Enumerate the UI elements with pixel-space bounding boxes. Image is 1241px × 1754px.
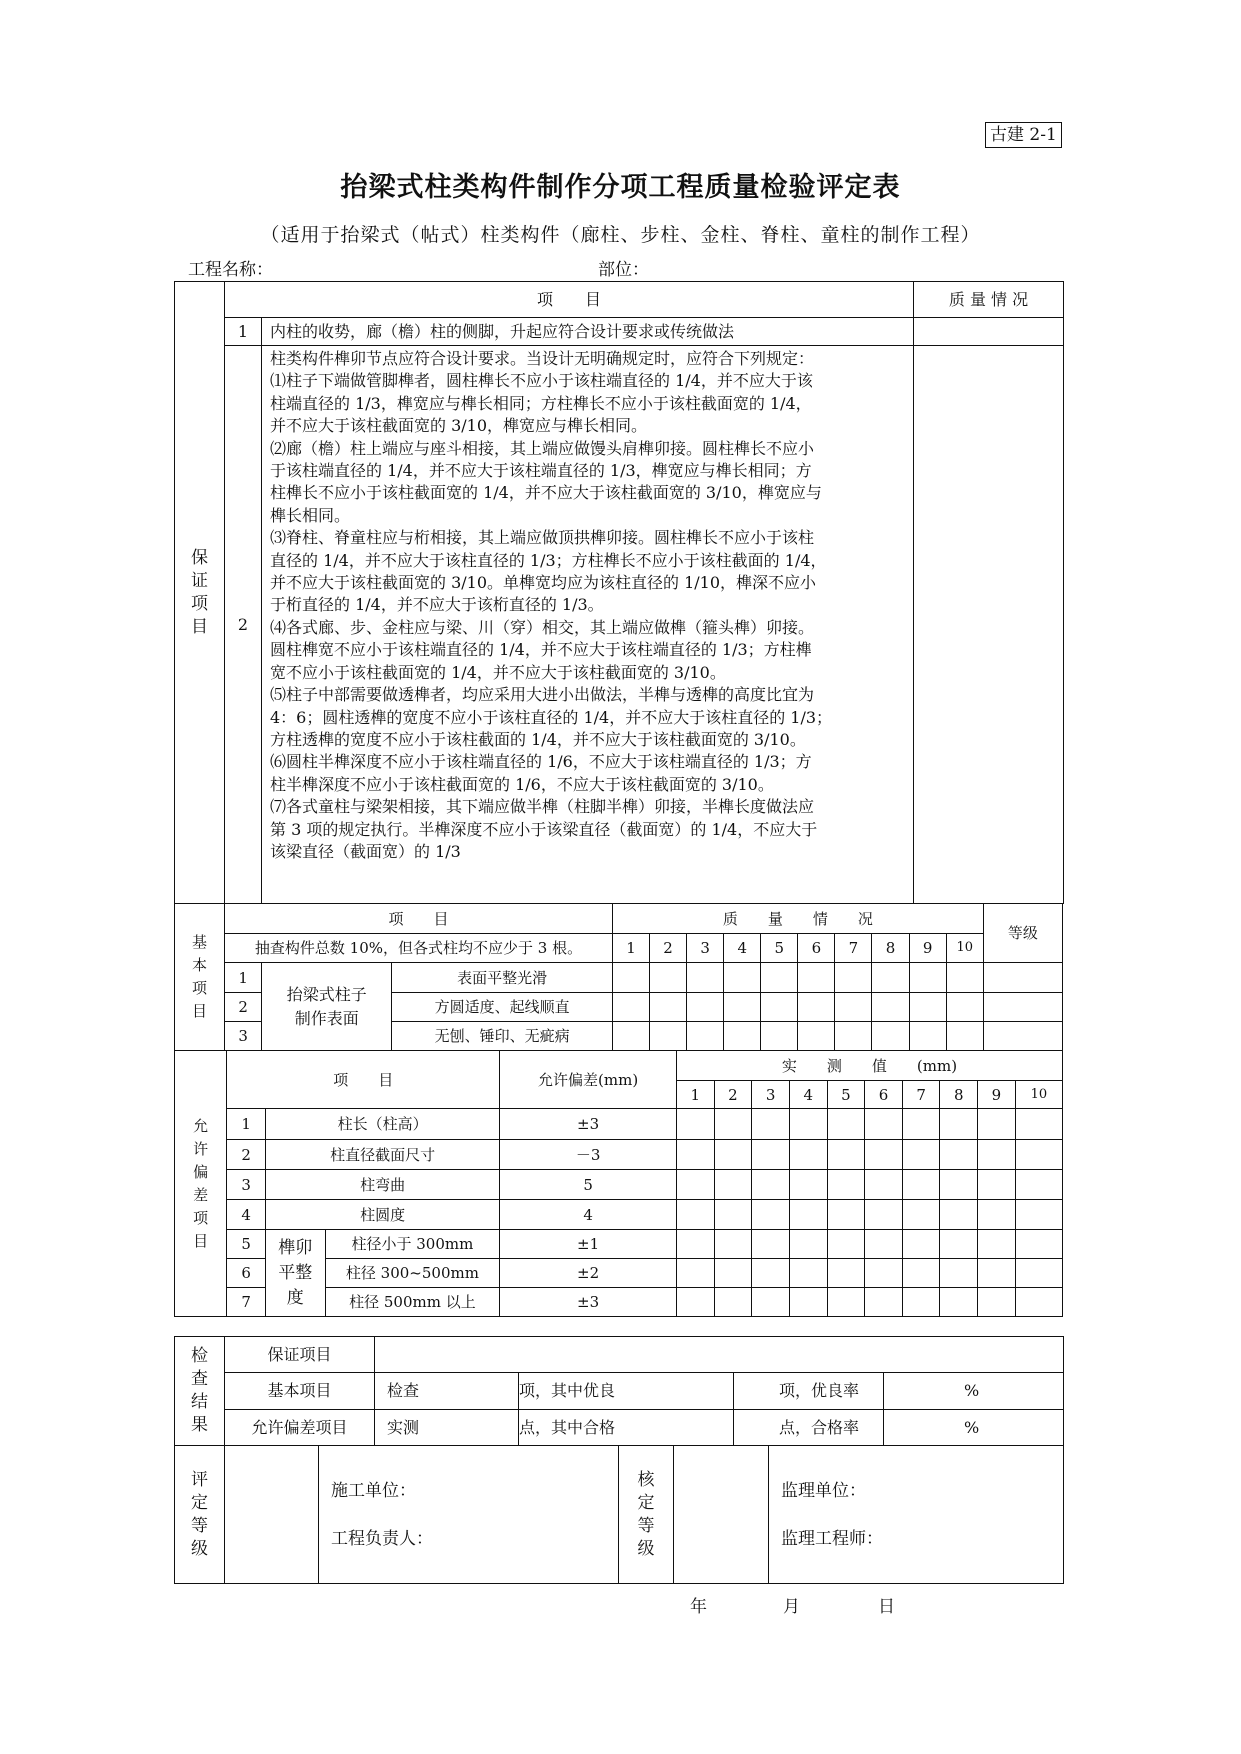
guarantee-quality-header: 质 量 情 况 <box>914 282 1064 318</box>
measured-cell[interactable] <box>827 1109 865 1140</box>
measured-cell[interactable] <box>676 1109 714 1140</box>
supervision-unit-label: 监理单位： <box>781 1480 866 1501</box>
date-month-label: 月 <box>783 1597 800 1617</box>
measured-cell[interactable] <box>1015 1200 1062 1230</box>
verify-grade-cell[interactable] <box>674 1446 769 1584</box>
results-guarantee-value[interactable] <box>375 1337 1064 1373</box>
measured-cell[interactable] <box>752 1259 790 1288</box>
basic-check-cell[interactable] <box>761 963 798 993</box>
guarantee-table <box>174 281 1064 904</box>
measured-cell[interactable] <box>714 1259 752 1288</box>
basic-check-cell[interactable] <box>612 993 649 1022</box>
measured-cell[interactable] <box>902 1170 940 1200</box>
measured-cell[interactable] <box>865 1288 903 1317</box>
basic-column-number: 1 <box>612 934 649 963</box>
results-deviation-percent: % <box>884 1410 1064 1446</box>
deviation-item-no: 4 <box>227 1200 266 1230</box>
basic-check-cell[interactable] <box>835 1022 872 1051</box>
basic-check-cell[interactable] <box>798 963 835 993</box>
measured-cell[interactable] <box>789 1230 827 1259</box>
deviation-tolerance: －3 <box>500 1140 677 1170</box>
basic-check-cell[interactable] <box>909 963 946 993</box>
deviation-section-label: 允 许 偏 差 项 目 <box>175 1051 227 1317</box>
deviation-column-number: 6 <box>865 1081 903 1109</box>
measured-cell[interactable] <box>865 1109 903 1140</box>
measured-cell[interactable] <box>865 1230 903 1259</box>
measured-cell[interactable] <box>714 1200 752 1230</box>
basic-check-cell[interactable] <box>724 1022 761 1051</box>
measured-cell[interactable] <box>676 1170 714 1200</box>
measured-cell[interactable] <box>940 1288 978 1317</box>
basic-item-no: 1 <box>225 963 262 993</box>
measured-cell[interactable] <box>752 1200 790 1230</box>
deviation-item-text: 柱径 500mm 以上 <box>325 1288 500 1317</box>
basic-check-cell[interactable] <box>650 963 687 993</box>
basic-check-cell[interactable] <box>687 963 724 993</box>
assessment-section-label: 评 定 等 级 <box>175 1446 225 1584</box>
basic-check-cell[interactable] <box>724 963 761 993</box>
deviation-item-no: 3 <box>227 1170 266 1200</box>
basic-check-cell[interactable] <box>798 1022 835 1051</box>
results-guarantee-label: 保证项目 <box>225 1337 375 1373</box>
results-deviation-rate: 点，合格率 <box>734 1410 884 1446</box>
construction-unit-label: 施工单位： <box>331 1480 416 1501</box>
basic-check-cell[interactable] <box>835 993 872 1022</box>
measured-cell[interactable] <box>978 1288 1016 1317</box>
deviation-item-header: 项 目 <box>227 1051 500 1109</box>
basic-item-text: 方圆适度、起线顺直 <box>392 993 613 1022</box>
basic-grade-cell[interactable] <box>983 1022 1062 1051</box>
basic-check-cell[interactable] <box>835 963 872 993</box>
basic-column-number: 10 <box>946 934 983 963</box>
results-deviation-measure: 实测 <box>375 1410 519 1446</box>
basic-column-number: 6 <box>798 934 835 963</box>
results-deviation-label: 允许偏差项目 <box>225 1410 375 1446</box>
deviation-item-no: 5 <box>227 1230 266 1259</box>
deviation-column-number: 3 <box>752 1081 790 1109</box>
measured-cell[interactable] <box>978 1109 1016 1140</box>
supervision-engineer-label: 监理工程师： <box>781 1528 883 1549</box>
deviation-measured-header: 实 测 值 (mm) <box>676 1051 1062 1081</box>
basic-quality-header: 质 量 情 况 <box>612 904 983 934</box>
measured-cell[interactable] <box>1015 1230 1062 1259</box>
guarantee-item-no: 1 <box>225 318 262 346</box>
basic-section-label: 基 本 项 目 <box>175 904 225 1051</box>
measured-cell[interactable] <box>676 1140 714 1170</box>
measured-cell[interactable] <box>752 1109 790 1140</box>
measured-cell[interactable] <box>714 1230 752 1259</box>
measured-cell[interactable] <box>1015 1170 1062 1200</box>
deviation-tolerance: 4 <box>500 1200 677 1230</box>
measured-cell[interactable] <box>978 1200 1016 1230</box>
measured-cell[interactable] <box>752 1288 790 1317</box>
measured-cell[interactable] <box>676 1230 714 1259</box>
measured-cell[interactable] <box>714 1140 752 1170</box>
deviation-item-no: 7 <box>227 1288 266 1317</box>
deviation-item-text: 柱径小于 300mm <box>325 1230 500 1259</box>
deviation-column-number: 8 <box>940 1081 978 1109</box>
basic-column-number: 5 <box>761 934 798 963</box>
basic-grade-cell[interactable] <box>983 963 1062 993</box>
results-deviation-points: 点，其中合格 <box>519 1410 734 1446</box>
measured-cell[interactable] <box>902 1259 940 1288</box>
measured-cell[interactable] <box>789 1288 827 1317</box>
deviation-column-number: 7 <box>902 1081 940 1109</box>
measured-cell[interactable] <box>1015 1288 1062 1317</box>
results-basic-percent: % <box>884 1373 1064 1410</box>
basic-column-number: 2 <box>650 934 687 963</box>
deviation-table <box>174 1050 1063 1317</box>
basic-check-cell[interactable] <box>612 1022 649 1051</box>
measured-cell[interactable] <box>978 1259 1016 1288</box>
results-basic-items: 项，其中优良 <box>519 1373 734 1410</box>
basic-column-number: 7 <box>835 934 872 963</box>
deviation-item-text: 柱直径截面尺寸 <box>265 1140 499 1170</box>
basic-column-number: 9 <box>909 934 946 963</box>
verify-grade-label: 核 定 等 级 <box>619 1446 674 1584</box>
page-title: 抬梁式柱类构件制作分项工程质量检验评定表 <box>340 172 901 203</box>
measured-cell[interactable] <box>865 1259 903 1288</box>
basic-check-cell[interactable] <box>650 993 687 1022</box>
measured-cell[interactable] <box>714 1170 752 1200</box>
assessment-construction-block <box>319 1446 619 1584</box>
basic-item-text: 无刨、锤印、无疵病 <box>392 1022 613 1051</box>
deviation-group-label: 榫卯 平整 度 <box>265 1230 325 1317</box>
measured-cell[interactable] <box>865 1200 903 1230</box>
deviation-item-text: 柱长（柱高） <box>265 1109 499 1140</box>
measured-cell[interactable] <box>902 1288 940 1317</box>
measured-cell[interactable] <box>827 1230 865 1259</box>
results-basic-label: 基本项目 <box>225 1373 375 1410</box>
deviation-item-no: 2 <box>227 1140 266 1170</box>
measured-cell[interactable] <box>827 1259 865 1288</box>
measured-cell[interactable] <box>940 1109 978 1140</box>
deviation-column-number: 5 <box>827 1081 865 1109</box>
measured-cell[interactable] <box>865 1170 903 1200</box>
deviation-tolerance: ±2 <box>500 1259 677 1288</box>
basic-group-label: 抬梁式柱子 制作表面 <box>262 963 392 1051</box>
date-day-label: 日 <box>878 1597 895 1617</box>
deviation-tolerance: ±3 <box>500 1288 677 1317</box>
measured-cell[interactable] <box>714 1109 752 1140</box>
deviation-item-text: 柱径 300~500mm <box>325 1259 500 1288</box>
basic-check-cell[interactable] <box>872 1022 909 1051</box>
basic-check-cell[interactable] <box>724 993 761 1022</box>
measured-cell[interactable] <box>827 1200 865 1230</box>
measured-cell[interactable] <box>940 1140 978 1170</box>
basic-check-cell[interactable] <box>761 993 798 1022</box>
deviation-item-no: 6 <box>227 1259 266 1288</box>
deviation-column-number: 9 <box>978 1081 1016 1109</box>
measured-cell[interactable] <box>1015 1259 1062 1288</box>
deviation-column-number: 4 <box>789 1081 827 1109</box>
measured-cell[interactable] <box>978 1230 1016 1259</box>
location-label: 部位： <box>598 260 649 280</box>
basic-item-no: 3 <box>225 1022 262 1051</box>
assessment-grade-cell[interactable] <box>225 1446 319 1584</box>
deviation-tolerance: 5 <box>500 1170 677 1200</box>
measured-cell[interactable] <box>827 1170 865 1200</box>
measured-cell[interactable] <box>1015 1109 1062 1140</box>
measured-cell[interactable] <box>752 1230 790 1259</box>
assessment-table <box>174 1445 1064 1584</box>
basic-column-number: 8 <box>872 934 909 963</box>
basic-item-header: 项 目 <box>225 904 613 934</box>
project-manager-label: 工程负责人： <box>331 1528 433 1549</box>
measured-cell[interactable] <box>865 1140 903 1170</box>
measured-cell[interactable] <box>789 1109 827 1140</box>
measured-cell[interactable] <box>827 1140 865 1170</box>
results-basic-rate: 项，优良率 <box>734 1373 884 1410</box>
basic-table <box>174 903 1063 1051</box>
basic-check-cell[interactable] <box>872 963 909 993</box>
deviation-item-no: 1 <box>227 1109 266 1140</box>
guarantee-requirements: 柱类构件榫卯节点应符合设计要求。当设计无明确规定时，应符合下列规定： ⑴柱子下端做管脚榫者，圆柱榫长不应小于该柱端直径的 1/4，并不应大于该 柱端直径的 1/3，榫宽应与榫长相同；方柱榫长不应小于该柱截面宽的 1/4， 并不应大于该柱截面宽的 3/10，榫宽应与榫长相同。 ⑵廊（檐）柱上端应与座斗相接，其上端应做馒头肩榫卯接。圆柱榫长不应小 于该柱端直径的 1/4，并不应大于该柱端直径的 1/3，榫宽应与榫长相同；方 柱榫长不应小于该柱截面宽的 1/4，并不应大于该柱截面宽的 3/10，榫宽应与 榫长相同。 ⑶脊柱、脊童柱应与桁相接，其上端应做顶拱榫卯接。圆柱榫长不应小于该柱 直径的 1/4，并不应大于该柱直径的 1/3；方柱榫长不应小于该柱截面的 1/4， 并不应大于该柱截面宽的 3/10。单榫宽均应为该柱直径的 1/10，榫深不应小 于桁直径的 1/4，并不应大于该桁直径的 1/3。 ⑷各式廊、步、金柱应与梁、川（穿）相交，其上端应做榫（箍头榫）卯接。 圆柱榫宽不应小于该柱端直径的 1/4，并不应大于该柱端直径的 1/3；方柱榫 宽不应小于该柱截面宽的 1/4，并不应大于该柱截面宽的 3/10。 ⑸柱子中部需要做透榫者，均应采用大进小出做法，半榫与透榫的高度比宜为 4：6；圆柱透榫的宽度不应小于该柱直径的 1/4，并不应大于该柱直径的 1/3； 方柱透榫的宽度不应小于该柱截面的 1/4，并不应大于该柱截面宽的 3/10。 ⑹圆柱半榫深度不应小于该柱端直径的 1/6，不应大于该柱端直径的 1/3；方 柱半榫深度不应小于该柱截面宽的 1/6，不应大于该柱截面宽的 3/10。 ⑺各式童柱与梁架相接，其下端应做半榫（柱脚半榫）卯接，半榫长度做法应 第 3 项的规定执行。半榫深度不应小于该梁直径（截面宽）的 1/4，不应大于 该梁直径（截面宽）的 1/3 <box>262 346 914 904</box>
measured-cell[interactable] <box>902 1200 940 1230</box>
basic-column-number: 4 <box>724 934 761 963</box>
deviation-item-text: 柱弯曲 <box>265 1170 499 1200</box>
basic-check-cell[interactable] <box>687 993 724 1022</box>
guarantee-item-header: 项 目 <box>225 282 914 318</box>
basic-grade-cell[interactable] <box>983 993 1062 1022</box>
measured-cell[interactable] <box>902 1109 940 1140</box>
deviation-item-text: 柱圆度 <box>265 1200 499 1230</box>
basic-check-cell[interactable] <box>761 1022 798 1051</box>
basic-check-cell[interactable] <box>687 1022 724 1051</box>
results-table <box>174 1336 1064 1446</box>
guarantee-quality-cell[interactable] <box>914 318 1064 346</box>
basic-check-cell[interactable] <box>909 1022 946 1051</box>
basic-check-cell[interactable] <box>612 963 649 993</box>
basic-check-cell[interactable] <box>650 1022 687 1051</box>
measured-cell[interactable] <box>676 1288 714 1317</box>
basic-check-cell[interactable] <box>946 993 983 1022</box>
measured-cell[interactable] <box>752 1140 790 1170</box>
measured-cell[interactable] <box>827 1288 865 1317</box>
guarantee-item-no: 2 <box>225 346 262 904</box>
basic-check-cell[interactable] <box>946 1022 983 1051</box>
measured-cell[interactable] <box>789 1170 827 1200</box>
measured-cell[interactable] <box>789 1259 827 1288</box>
deviation-tolerance: ±3 <box>500 1109 677 1140</box>
document-code: 古建 2-1 <box>985 122 1062 148</box>
guarantee-quality-cell[interactable] <box>914 346 1064 904</box>
basic-item-text: 表面平整光滑 <box>392 963 613 993</box>
date-year-label: 年 <box>690 1597 707 1617</box>
basic-check-cell[interactable] <box>872 993 909 1022</box>
deviation-column-number: 10 <box>1015 1081 1062 1109</box>
basic-check-cell[interactable] <box>909 993 946 1022</box>
measured-cell[interactable] <box>978 1140 1016 1170</box>
deviation-column-number: 2 <box>714 1081 752 1109</box>
basic-grade-header: 等级 <box>983 904 1062 963</box>
project-name-label: 工程名称： <box>188 260 273 280</box>
measured-cell[interactable] <box>676 1200 714 1230</box>
basic-column-number: 3 <box>687 934 724 963</box>
measured-cell[interactable] <box>714 1288 752 1317</box>
measured-cell[interactable] <box>789 1140 827 1170</box>
measured-cell[interactable] <box>676 1259 714 1288</box>
results-section-label: 检 查 结 果 <box>175 1337 225 1446</box>
measured-cell[interactable] <box>902 1230 940 1259</box>
results-basic-check: 检查 <box>375 1373 519 1410</box>
measured-cell[interactable] <box>940 1200 978 1230</box>
page-subtitle: （适用于抬梁式（帖式）柱类构件（廊柱、步柱、金柱、脊柱、童柱的制作工程） <box>260 224 981 246</box>
deviation-column-number: 1 <box>676 1081 714 1109</box>
basic-sampling-note: 抽查构件总数 10%，但各式柱均不应少于 3 根。 <box>225 934 613 963</box>
measured-cell[interactable] <box>902 1140 940 1170</box>
measured-cell[interactable] <box>940 1259 978 1288</box>
measured-cell[interactable] <box>978 1170 1016 1200</box>
deviation-tolerance: ±1 <box>500 1230 677 1259</box>
basic-check-cell[interactable] <box>946 963 983 993</box>
basic-check-cell[interactable] <box>798 993 835 1022</box>
measured-cell[interactable] <box>940 1170 978 1200</box>
assessment-supervision-block <box>769 1446 1064 1584</box>
measured-cell[interactable] <box>789 1200 827 1230</box>
measured-cell[interactable] <box>752 1170 790 1200</box>
basic-item-no: 2 <box>225 993 262 1022</box>
measured-cell[interactable] <box>940 1230 978 1259</box>
measured-cell[interactable] <box>1015 1140 1062 1170</box>
guarantee-item-text: 内柱的收势，廊（檐）柱的侧脚，升起应符合设计要求或传统做法 <box>262 318 914 346</box>
deviation-tolerance-header: 允许偏差(mm) <box>500 1051 677 1109</box>
guarantee-section-label: 保 证 项 目 <box>175 282 225 904</box>
